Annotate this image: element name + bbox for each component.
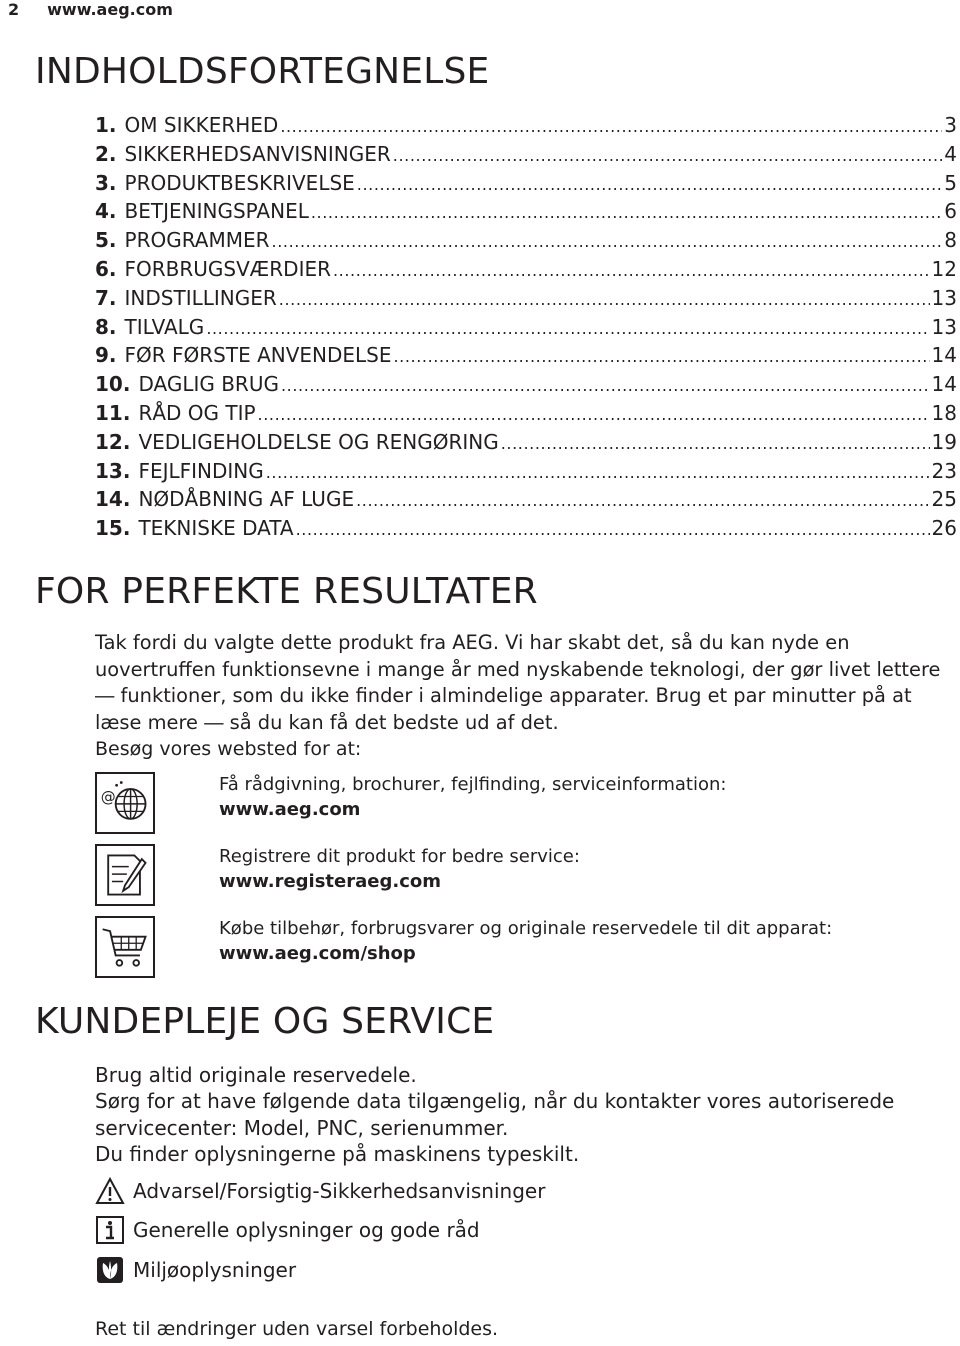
toc-label: RÅD OG TIP [138, 400, 256, 425]
toc-page: 23 [931, 458, 957, 483]
service-line: Sørg for at have følgende data tilgængelig, når du kontakter vores autoriserede servicecenter: Model, PNC, serienummer. [95, 1089, 895, 1140]
toc-label: PRODUKTBESKRIVELSE [124, 170, 355, 195]
toc-number: 13. [95, 458, 131, 483]
toc-page: 8 [944, 228, 957, 253]
visit-text: Besøg vores websted for at: [95, 738, 362, 760]
toc-label: TEKNISKE DATA [138, 516, 294, 541]
toc-label: FEJLFINDING [138, 458, 264, 483]
toc-item[interactable] [95, 341, 957, 370]
toc-leader [296, 514, 930, 545]
legend-label: Generelle oplysninger og gode råd [133, 1218, 480, 1242]
toc-page: 18 [931, 400, 957, 425]
toc-item[interactable] [95, 169, 957, 198]
toc-page: 19 [931, 429, 957, 454]
footer-note: Ret til ændringer uden varsel forbeholdes. [95, 1318, 499, 1340]
shopping-cart-icon [95, 916, 155, 978]
svg-text:@: @ [100, 788, 116, 807]
toc-number: 11. [95, 400, 131, 425]
legend-label: Miljøoplysninger [133, 1258, 297, 1282]
toc-label: VEDLIGEHOLDELSE OG RENGØRING [138, 429, 499, 454]
legend-item-info [95, 1215, 480, 1245]
service-item-website [95, 774, 955, 848]
service-link[interactable]: www.aeg.com/shop [219, 943, 416, 964]
header-site: www.aeg.com [47, 0, 173, 19]
legend-item-environment [95, 1255, 296, 1285]
toc-item[interactable] [95, 255, 957, 284]
toc-number: 6. [95, 256, 117, 281]
toc-page: 14 [931, 343, 957, 368]
toc-item[interactable] [95, 140, 957, 169]
toc-item[interactable] [95, 226, 957, 255]
toc-label: FØR FØRSTE ANVENDELSE [124, 343, 392, 368]
toc-label: OM SIKKERHED [124, 113, 279, 137]
toc-number: 2. [95, 141, 117, 166]
toc-number: 5. [95, 228, 117, 253]
toc-item[interactable] [95, 428, 957, 457]
toc-page: 13 [931, 285, 957, 310]
toc-label: INDSTILLINGER [124, 285, 277, 310]
service-item-register [95, 846, 955, 920]
toc-leader [394, 341, 930, 372]
toc-page: 26 [931, 516, 957, 541]
toc-leader [311, 197, 942, 228]
table-of-contents [95, 111, 957, 543]
toc-page: 12 [931, 256, 957, 281]
warning-triangle-icon [95, 1176, 125, 1206]
toc-item[interactable] [95, 111, 957, 140]
toc-leader [272, 226, 943, 257]
toc-page: 5 [944, 170, 957, 195]
toc-leader [279, 284, 930, 315]
toc-number: 7. [95, 285, 117, 310]
toc-title: INDHOLDSFORTEGNELSE [35, 51, 490, 92]
service-item-content [219, 916, 832, 966]
toc-item[interactable] [95, 313, 957, 342]
document-pen-icon [95, 844, 155, 906]
globe-at-icon [95, 772, 155, 834]
service-line: Brug altid originale reservedele. [95, 1063, 417, 1087]
toc-label: DAGLIG BRUG [138, 372, 279, 397]
service-item-content [219, 772, 726, 822]
toc-leader [501, 428, 930, 459]
page-header [8, 0, 173, 20]
toc-leader [266, 457, 930, 488]
toc-page: 3 [944, 113, 957, 137]
toc-number: 1. [95, 113, 117, 137]
toc-label: NØDÅBNING AF LUGE [138, 487, 355, 512]
info-icon [95, 1215, 125, 1245]
toc-number: 3. [95, 170, 117, 195]
toc-item[interactable] [95, 485, 957, 514]
toc-number: 15. [95, 516, 131, 541]
service-line: Du finder oplysningerne på maskinens typeskilt. [95, 1142, 580, 1166]
toc-number: 9. [95, 343, 117, 368]
toc-label: PROGRAMMER [124, 228, 270, 253]
toc-page: 25 [931, 487, 957, 512]
customer-service-heading: KUNDEPLEJE OG SERVICE [35, 1001, 495, 1042]
toc-page: 14 [931, 372, 957, 397]
toc-label: BETJENINGSPANEL [124, 199, 309, 224]
toc-item[interactable] [95, 399, 957, 428]
toc-leader [357, 169, 942, 200]
toc-page: 4 [944, 141, 957, 166]
toc-leader [281, 370, 930, 401]
toc-number: 8. [95, 314, 117, 339]
toc-leader [393, 140, 942, 171]
toc-label: TILVALG [124, 314, 205, 339]
toc-label: FORBRUGSVÆRDIER [124, 256, 331, 281]
toc-number: 12. [95, 429, 131, 454]
toc-item[interactable] [95, 197, 957, 226]
toc-label: SIKKERHEDSANVISNINGER [124, 141, 391, 166]
toc-item[interactable] [95, 370, 957, 399]
toc-number: 10. [95, 372, 131, 397]
service-link[interactable]: www.aeg.com [219, 799, 361, 820]
service-link[interactable]: www.registeraeg.com [219, 871, 441, 892]
toc-page: 6 [944, 199, 957, 224]
leaf-icon [95, 1255, 125, 1285]
toc-item[interactable] [95, 457, 957, 486]
toc-leader [356, 485, 929, 516]
toc-leader [258, 399, 930, 430]
intro-paragraph: Tak fordi du valgte dette produkt fra AEG. Vi har skabt det, så du kan nyde en uovertruffen funktionsevne i mange år med nyskabende teknologi, der gør livet lettere ― funktioner, som du ikke finder i almindelige apparater. Brug et par minutter på at læse mere ― så du kan få det bedste ud af det. [95, 631, 941, 734]
service-description: Købe tilbehør, forbrugsvarer og originale reservedele til dit apparat: [219, 918, 833, 939]
service-description: Registrere dit produkt for bedre service: [219, 846, 580, 867]
legend-item-warning [95, 1176, 545, 1206]
service-description: Få rådgivning, brochurer, fejlfinding, serviceinformation: [219, 774, 727, 795]
perfect-results-heading: FOR PERFEKTE RESULTATER [35, 571, 538, 612]
toc-item[interactable] [95, 284, 957, 313]
page-number: 2 [8, 0, 20, 19]
toc-leader [206, 313, 929, 344]
toc-leader [280, 111, 942, 142]
toc-page: 13 [931, 314, 957, 339]
service-item-content [219, 844, 580, 894]
toc-item[interactable] [95, 514, 957, 543]
toc-leader [333, 255, 930, 286]
service-item-shop [95, 918, 955, 992]
legend-label: Advarsel/Forsigtig-Sikkerhedsanvisninger [133, 1179, 546, 1203]
toc-number: 14. [95, 487, 131, 512]
toc-number: 4. [95, 199, 117, 224]
